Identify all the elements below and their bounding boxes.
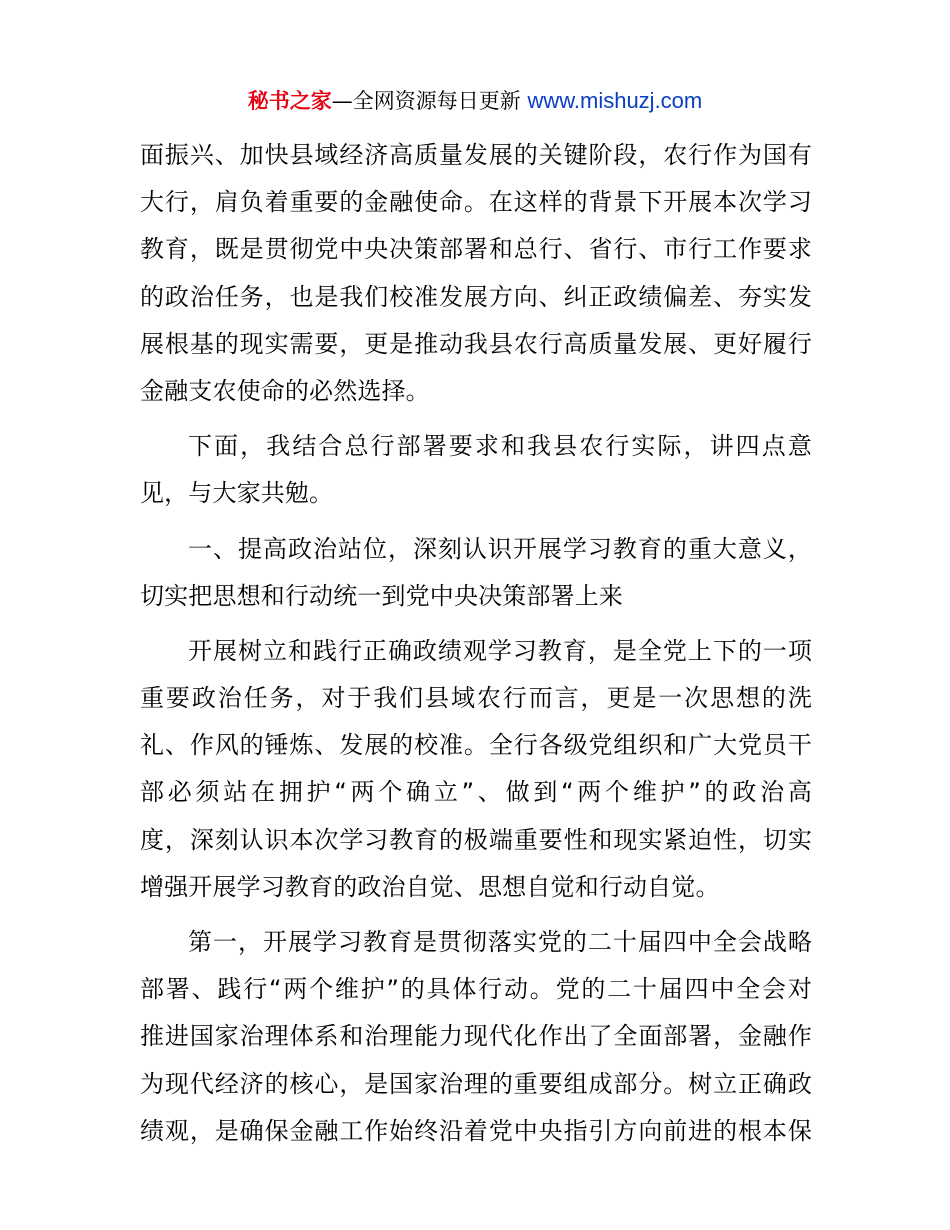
document-body	[140, 132, 812, 1155]
text-line: 部署、践行“两个维护”的具体行动。党的二十届四中全会对	[140, 975, 812, 1004]
text-line: 展根基的现实需要，更是推动我县农行高质量发展、更好履行	[140, 329, 812, 358]
paragraph-4	[140, 919, 812, 1155]
text-line: 开展树立和践行正确政绩观学习教育，是全党上下的一项	[188, 636, 812, 665]
text-line: 面振兴、加快县域经济高质量发展的关键阶段，农行作为国有	[140, 141, 812, 169]
text-line: 为现代经济的核心，是国家治理的重要组成部分。树立正确政	[140, 1069, 812, 1098]
text-line: 第一，开展学习教育是贯彻落实党的二十届四中全会战略	[188, 928, 812, 956]
text-line: 度，深刻认识本次学习教育的极端重要性和现实紧迫性，切实	[140, 825, 812, 854]
text-line: 见，与大家共勉。	[140, 479, 334, 508]
site-header	[0, 86, 950, 116]
text-line: 下面，我结合总行部署要求和我县农行实际，讲四点意	[188, 432, 812, 461]
site-brand: 秘书之家	[247, 89, 332, 113]
header-separator: —	[331, 89, 353, 113]
paragraph-2	[140, 423, 812, 517]
text-line: 的政治任务，也是我们校准发展方向、纠正政绩偏差、夯实发	[140, 282, 812, 311]
paragraph-3	[140, 628, 812, 911]
text-line: 绩观，是确保金融工作始终沿着党中央指引方向前进的根本保	[140, 1116, 812, 1145]
text-line: 重要政治任务，对于我们县域农行而言，更是一次思想的洗	[140, 684, 812, 713]
text-line: 金融支农使命的必然选择。	[140, 376, 430, 405]
text-line: 教育，既是贯彻党中央决策部署和总行、省行、市行工作要求	[140, 235, 812, 264]
text-line: 大行，肩负着重要的金融使命。在这样的背景下开展本次学习	[140, 188, 812, 217]
text-line: 礼、作风的锤炼、发展的校准。全行各级党组织和广大党员干	[140, 731, 812, 760]
section-heading	[140, 526, 812, 620]
site-url-link[interactable]: www.mishuzj.com	[527, 88, 703, 113]
text-line: 部必须站在拥护“两个确立”、做到“两个维护”的政治高	[140, 778, 812, 807]
text-line: 推进国家治理体系和治理能力现代化作出了全面部署，金融作	[140, 1022, 812, 1051]
text-line: 增强开展学习教育的政治自觉、思想自觉和行动自觉。	[140, 872, 720, 901]
heading-line: 一、提高政治站位，深刻认识开展学习教育的重大意义，	[188, 534, 812, 563]
heading-line: 切实把思想和行动统一到党中央决策部署上来	[140, 581, 623, 610]
paragraph-1	[140, 132, 812, 415]
site-tagline: 全网资源每日更新	[352, 89, 528, 113]
